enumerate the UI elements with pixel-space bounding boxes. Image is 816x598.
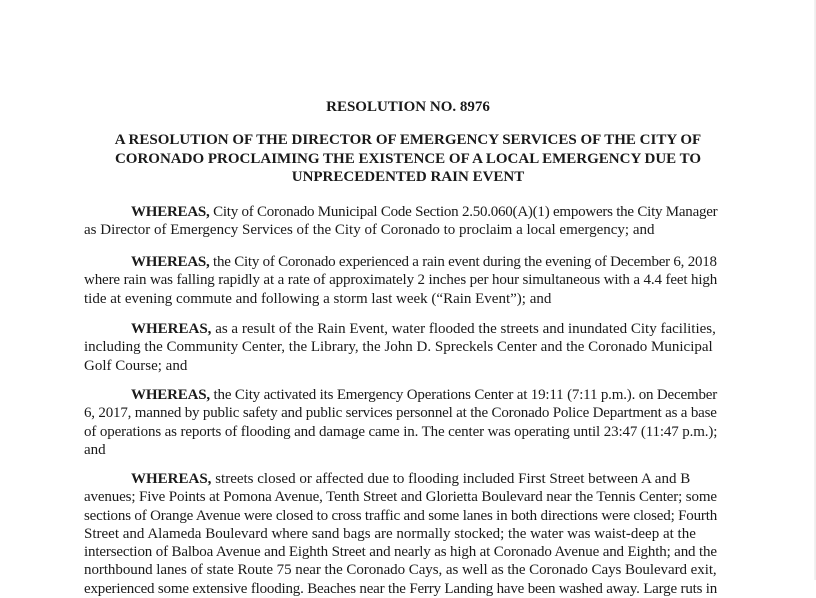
paragraph-text: streets closed or affected due to flooding included First Street between A and B (211, 471, 691, 487)
paragraph-text: avenues; Five Points at Pomona Avenue, Tenth Street and Glorietta Boulevard near the Tennis Center; some (84, 489, 717, 506)
heading-line: A RESOLUTION OF THE DIRECTOR OF EMERGENCY SERVICES OF THE CITY OF (114, 132, 702, 148)
heading-line: CORONADO PROCLAIMING THE EXISTENCE OF A LOCAL EMERGENCY DUE TO (114, 150, 702, 167)
whereas-keyword: WHEREAS, (131, 387, 210, 403)
whereas-keyword: WHEREAS, (131, 471, 212, 487)
paragraph-text: sections of Orange Avenue were closed to cross traffic and some lanes in both directions were closed; Fourth (84, 507, 718, 524)
paragraph-text: Golf Course; and (84, 357, 188, 374)
heading-line: UNPRECEDENTED RAIN EVENT (291, 169, 525, 185)
resolution-heading (100, 131, 716, 187)
paragraph-text: City of Coronado Municipal Code Section 2.50.060(A)(1) empowers the City Manager (209, 204, 718, 220)
paragraph-text: the City activated its Emergency Operations Center at 19:11 (7:11 p.m.). on December (209, 387, 718, 403)
paragraph-text: as Director of Emergency Services of the City of Coronado to proclaim a local emergency; and (84, 222, 655, 239)
paragraph-text: 6, 2017, manned by public safety and public services personnel at the Coronado Police Department as a base (84, 405, 717, 422)
whereas-paragraph (84, 386, 717, 459)
paragraph-text: Street and Alameda Boulevard where sand bags are normally stocked; the water was waist-deep at the (84, 525, 696, 542)
whereas-paragraph (84, 253, 717, 308)
paragraph-text: as a result of the Rain Event, water flooded the streets and inundated City facilities, (211, 321, 716, 337)
whereas-paragraph (84, 470, 717, 598)
paragraph-text: intersection of Balboa Avenue and Eighth Street and nearly as high at Coronado Avenue and Eighth; and the (84, 544, 717, 561)
whereas-paragraph (84, 320, 717, 375)
paragraph-text: where rain was falling rapidly at a rate of approximately 2 inches per hour simultaneous with a 4.4 feet high (84, 272, 718, 289)
paragraph-text: experienced some extensive flooding. Beaches near the Ferry Landing have been washed away. Large ruts in (84, 580, 718, 597)
paragraph-text: the City of Coronado experienced a rain event during the evening of December 6, 2018 (209, 254, 717, 270)
paragraph-text: northbound lanes of state Route 75 near the Coronado Cays, as well as the Coronado Cays Boulevard exit, (84, 562, 717, 579)
paragraph-text: and (84, 441, 106, 458)
resolution-number: RESOLUTION NO. 8976 (326, 99, 490, 115)
whereas-keyword: WHEREAS, (131, 254, 210, 270)
whereas-keyword: WHEREAS, (131, 204, 210, 220)
whereas-paragraph (84, 203, 717, 240)
paragraph-text: of operations as reports of flooding and damage came in. The center was operating until 23:47 (11:47 p.m.); (84, 423, 718, 440)
whereas-keyword: WHEREAS, (131, 321, 212, 337)
paragraph-text: tide at evening commute and following a storm last week (“Rain Event”); and (84, 290, 552, 307)
paragraph-text: including the Community Center, the Library, the John D. Spreckels Center and the Coronado Municipal (84, 339, 713, 356)
